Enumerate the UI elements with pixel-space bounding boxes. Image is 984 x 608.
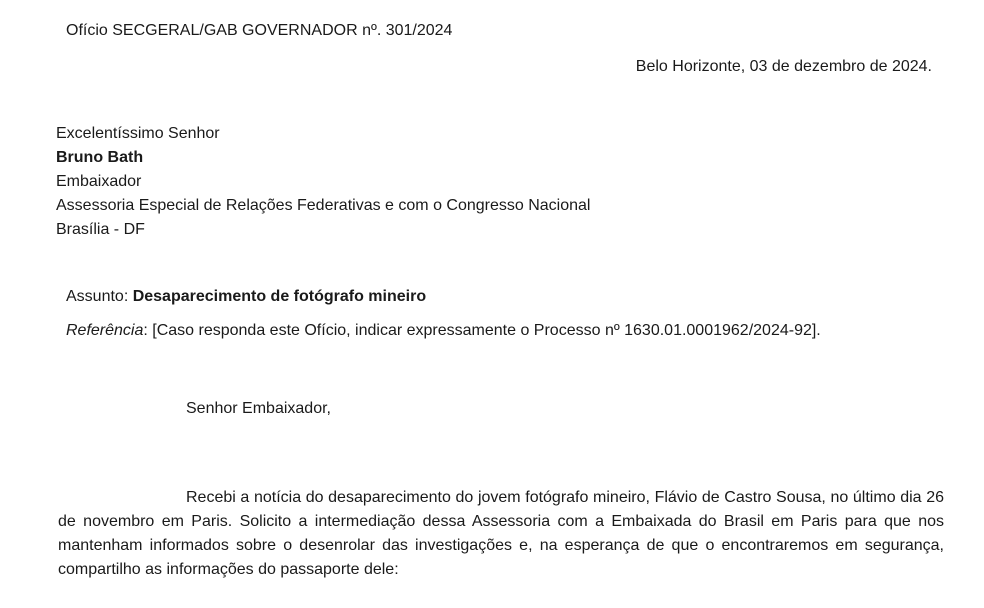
subject-text: Desaparecimento de fotógrafo mineiro — [132, 288, 427, 305]
greeting: Senhor Embaixador, — [186, 400, 331, 417]
reference-label: Referência — [66, 322, 144, 339]
subject-label: Assunto: — [66, 288, 133, 305]
recipient-department: Assessoria Especial de Relações Federativas e com o Congresso Nacional — [56, 197, 591, 214]
reference-text: : [Caso responda este Ofício, indicar expressamente o Processo nº 1630.01.0001962/2024-92]. — [143, 322, 821, 339]
reference-line — [66, 320, 821, 342]
body-paragraph: Recebi a notícia do desaparecimento do jovem fotógrafo mineiro, Flávio de Castro Sousa, no último dia 26 de novembro em Paris. Solicito a intermediação dessa Assessoria com a Embaixada do Brasil em Paris para que nos mantenham informados sobre o desenrolar das investigações e, na esperança de que o encontraremos em segurança, compartilho as informações do passaporte dele: — [58, 489, 944, 578]
recipient-name: Bruno Bath — [56, 149, 144, 166]
oficio-number: Ofício SECGERAL/GAB GOVERNADOR nº. 301/2024 — [66, 22, 453, 39]
recipient-salutation: Excelentíssimo Senhor — [56, 125, 220, 142]
recipient-location: Brasília - DF — [56, 221, 145, 238]
recipient-role: Embaixador — [56, 173, 142, 190]
subject-line — [66, 286, 426, 308]
place-date: Belo Horizonte, 03 de dezembro de 2024. — [635, 58, 932, 75]
recipient-block — [56, 122, 590, 242]
